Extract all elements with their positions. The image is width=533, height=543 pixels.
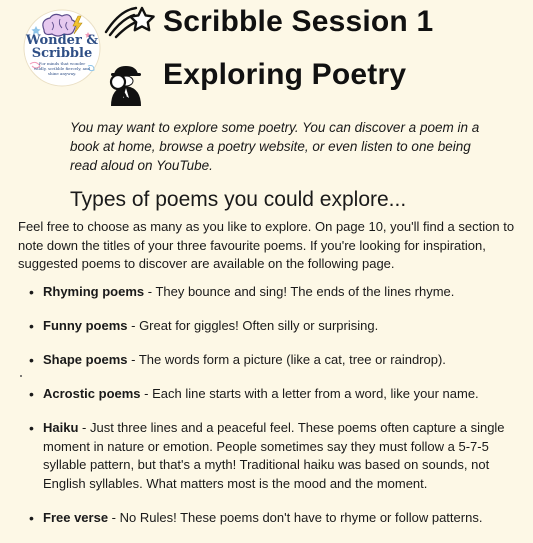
poem-type-description: - Each line starts with a letter from a word, like your name. (140, 386, 479, 401)
page-title: Exploring Poetry (163, 58, 407, 91)
types-heading: Types of poems you could explore... (70, 188, 407, 211)
poem-type-name: Acrostic poems (43, 386, 141, 401)
poem-type-name: Free verse (43, 509, 109, 525)
bullet-icon: • (29, 420, 34, 436)
poem-types-list (26, 283, 516, 543)
logo-text (22, 34, 102, 76)
session-title: Scribble Session 1 (163, 5, 434, 38)
poem-type-name: Shape poems (43, 352, 128, 367)
intro-paragraph: You may want to explore some poetry. You can discover a poem in a book at home, browse a poetry website, or even listen to one being read aloud on YouTube. (70, 120, 480, 173)
logo-tagline: For minds that wonder wildly, scribble fiercely, and shine anyway. (33, 61, 91, 76)
bullet-icon: • (29, 509, 34, 526)
list-item (26, 509, 516, 528)
logo-title-line1: Wonder & (25, 33, 99, 48)
poem-type-description: - They bounce and sing! The ends of the lines rhyme. (144, 284, 455, 299)
poem-type-name: Haiku (43, 420, 79, 435)
list-item (26, 385, 516, 404)
poem-type-name: Funny poems (43, 318, 128, 333)
poem-type-description: - The words form a picture (like a cat, tree or raindrop). (127, 352, 446, 367)
shooting-star-icon (104, 2, 158, 42)
bullet-icon: • (29, 318, 34, 334)
lead-paragraph: Feel free to choose as many as you like to explore. On page 10, you'll find a section to note down the titles of your three favourite poems. If you're looking for inspiration, suggested poems to discover are available on the following page. (18, 219, 515, 271)
list-item (26, 351, 516, 370)
poem-type-description: - No Rules! These poems don't have to rhyme or follow patterns. (108, 509, 483, 525)
logo-title-line2: Scribble (31, 46, 93, 61)
poem-type-name: Rhyming poems (43, 284, 145, 299)
bullet-icon: • (29, 386, 34, 402)
bullet-icon: • (29, 284, 34, 300)
list-item (26, 419, 516, 493)
detective-magnifier-icon (105, 62, 149, 106)
bullet-icon: • (29, 352, 34, 368)
stray-dot (20, 375, 22, 377)
poem-type-description: - Just three lines and a peaceful feel. These poems often capture a single moment in nature or emotion. People sometimes say they must follow a 5-7-5 syllable pattern, but that's a myth! Traditional haiku was based on sounds, not English syllables. What matters most is the mood and the moment. (43, 420, 505, 491)
list-item (26, 317, 516, 336)
list-item (26, 283, 516, 302)
poem-type-description: - Great for giggles! Often silly or surprising. (127, 318, 379, 333)
